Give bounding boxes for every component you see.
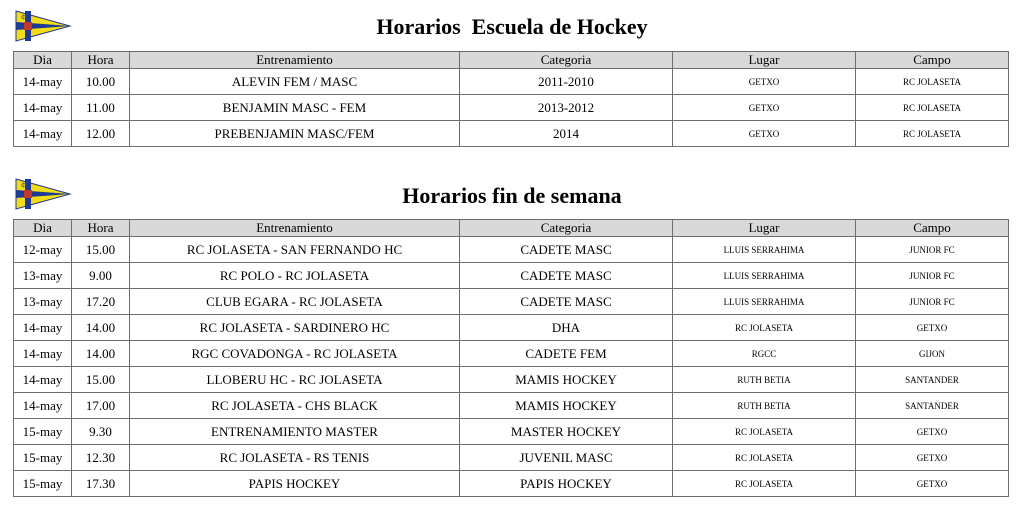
cell-entrenamiento: ALEVIN FEM / MASC [130, 69, 460, 95]
table-row [14, 69, 1009, 95]
header-hora: Hora [72, 220, 130, 237]
cell-dia: 15-may [14, 445, 72, 471]
cell-categoria: 2011-2010 [460, 69, 673, 95]
cell-hora: 12.30 [72, 445, 130, 471]
cell-categoria: MAMIS HOCKEY [460, 367, 673, 393]
cell-lugar: LLUIS SERRAHIMA [673, 289, 856, 315]
cell-lugar: GETXO [673, 95, 856, 121]
cell-lugar: RC JOLASETA [673, 315, 856, 341]
cell-campo: RC JOLASETA [856, 69, 1009, 95]
table-row [14, 367, 1009, 393]
header-entrenamiento: Entrenamiento [130, 220, 460, 237]
cell-dia: 14-may [14, 367, 72, 393]
cell-campo: GIJON [856, 341, 1009, 367]
cell-entrenamiento: RC JOLASETA - SARDINERO HC [130, 315, 460, 341]
cell-campo: SANTANDER [856, 367, 1009, 393]
cell-categoria: CADETE MASC [460, 289, 673, 315]
cell-hora: 15.00 [72, 237, 130, 263]
header-dia: Dia [14, 220, 72, 237]
table-row [14, 419, 1009, 445]
fin-de-semana-schedule-table [13, 219, 1009, 497]
cell-dia: 14-may [14, 341, 72, 367]
table-row [14, 237, 1009, 263]
cell-hora: 10.00 [72, 69, 130, 95]
cell-hora: 11.00 [72, 95, 130, 121]
cell-campo: RC JOLASETA [856, 121, 1009, 147]
cell-lugar: RGCC [673, 341, 856, 367]
cell-dia: 13-may [14, 263, 72, 289]
cell-lugar: LLUIS SERRAHIMA [673, 263, 856, 289]
cell-dia: 14-may [14, 69, 72, 95]
table-row [14, 315, 1009, 341]
cell-campo: JUNIOR FC [856, 263, 1009, 289]
cell-lugar: GETXO [673, 121, 856, 147]
cell-lugar: LLUIS SERRAHIMA [673, 237, 856, 263]
table-header-row [14, 52, 1009, 69]
section-escuela [0, 0, 1024, 160]
header-lugar: Lugar [673, 220, 856, 237]
header-entrenamiento: Entrenamiento [130, 52, 460, 69]
section-title: Horarios fin de semana [402, 183, 622, 208]
cell-campo: GETXO [856, 315, 1009, 341]
table-row [14, 289, 1009, 315]
cell-hora: 17.30 [72, 471, 130, 497]
cell-hora: 9.00 [72, 263, 130, 289]
cell-dia: 15-may [14, 471, 72, 497]
cell-entrenamiento: PREBENJAMIN MASC/FEM [130, 121, 460, 147]
cell-categoria: CADETE MASC [460, 263, 673, 289]
cell-hora: 14.00 [72, 341, 130, 367]
cell-categoria: DHA [460, 315, 673, 341]
cell-campo: JUNIOR FC [856, 237, 1009, 263]
cell-entrenamiento: BENJAMIN MASC - FEM [130, 95, 460, 121]
cell-entrenamiento: RC JOLASETA - SAN FERNANDO HC [130, 237, 460, 263]
header-dia: Dia [14, 52, 72, 69]
section-title: Horarios Escuela de Hockey [376, 14, 648, 39]
cell-lugar: RUTH BETIA [673, 367, 856, 393]
table-row [14, 393, 1009, 419]
cell-campo: RC JOLASETA [856, 95, 1009, 121]
cell-entrenamiento: PAPIS HOCKEY [130, 471, 460, 497]
cell-categoria: CADETE MASC [460, 237, 673, 263]
svg-text:¢: ¢ [21, 181, 26, 189]
table-row [14, 471, 1009, 497]
table-row [14, 95, 1009, 121]
cell-entrenamiento: RC JOLASETA - CHS BLACK [130, 393, 460, 419]
table-header-row [14, 220, 1009, 237]
cell-dia: 15-may [14, 419, 72, 445]
cell-lugar: RC JOLASETA [673, 471, 856, 497]
cell-campo: SANTANDER [856, 393, 1009, 419]
cell-categoria: MAMIS HOCKEY [460, 393, 673, 419]
cell-entrenamiento: LLOBERU HC - RC JOLASETA [130, 367, 460, 393]
cell-hora: 12.00 [72, 121, 130, 147]
header-hora: Hora [72, 52, 130, 69]
cell-entrenamiento: RC POLO - RC JOLASETA [130, 263, 460, 289]
cell-dia: 14-may [14, 315, 72, 341]
cell-categoria: PAPIS HOCKEY [460, 471, 673, 497]
header-lugar: Lugar [673, 52, 856, 69]
cell-hora: 15.00 [72, 367, 130, 393]
cell-lugar: RC JOLASETA [673, 445, 856, 471]
cell-entrenamiento: RGC COVADONGA - RC JOLASETA [130, 341, 460, 367]
table-row [14, 341, 1009, 367]
cell-lugar: RC JOLASETA [673, 419, 856, 445]
cell-categoria: CADETE FEM [460, 341, 673, 367]
cell-entrenamiento: ENTRENAMIENTO MASTER [130, 419, 460, 445]
header-categoria: Categoria [460, 220, 673, 237]
cell-categoria: MASTER HOCKEY [460, 419, 673, 445]
cell-categoria: 2013-2012 [460, 95, 673, 121]
cell-hora: 14.00 [72, 315, 130, 341]
escuela-schedule-table [13, 51, 1009, 147]
cell-hora: 17.20 [72, 289, 130, 315]
table-row [14, 263, 1009, 289]
cell-entrenamiento: RC JOLASETA - RS TENIS [130, 445, 460, 471]
table-row [14, 121, 1009, 147]
cell-campo: GETXO [856, 471, 1009, 497]
cell-categoria: 2014 [460, 121, 673, 147]
section-fin-de-semana [0, 170, 1024, 510]
cell-campo: GETXO [856, 445, 1009, 471]
cell-dia: 14-may [14, 121, 72, 147]
header-categoria: Categoria [460, 52, 673, 69]
cell-hora: 17.00 [72, 393, 130, 419]
header-campo: Campo [856, 52, 1009, 69]
table-row [14, 445, 1009, 471]
cell-entrenamiento: CLUB EGARA - RC JOLASETA [130, 289, 460, 315]
header-campo: Campo [856, 220, 1009, 237]
cell-campo: GETXO [856, 419, 1009, 445]
cell-dia: 14-may [14, 393, 72, 419]
cell-categoria: JUVENIL MASC [460, 445, 673, 471]
cell-lugar: RUTH BETIA [673, 393, 856, 419]
cell-lugar: GETXO [673, 69, 856, 95]
cell-dia: 13-may [14, 289, 72, 315]
cell-dia: 14-may [14, 95, 72, 121]
cell-dia: 12-may [14, 237, 72, 263]
svg-text:¢: ¢ [21, 13, 26, 21]
cell-hora: 9.30 [72, 419, 130, 445]
cell-campo: JUNIOR FC [856, 289, 1009, 315]
